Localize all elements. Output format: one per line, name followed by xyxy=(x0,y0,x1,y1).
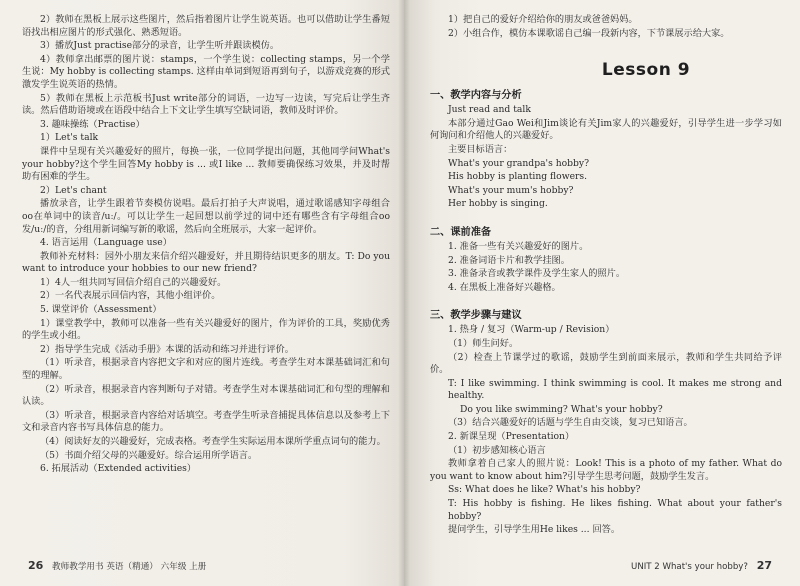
left-line: （4）阅读好友的兴趣爱好，完成表格。考查学生实际运用本课所学重点词句的能力。 xyxy=(40,436,386,447)
right-line: （2）检查上节课学过的歌谣，鼓励学生到前面来展示，教师和学生共同给予评价。 xyxy=(430,351,782,376)
left-line: （5）书面介绍父母的兴趣爱好。综合运用所学语言。 xyxy=(40,449,258,461)
left-heading: 5. 课堂评价（Assessment） xyxy=(40,304,162,316)
left-line: 1）课堂教学中，教师可以准备一些有关兴趣爱好的图片，作为评价的工具，奖励优秀的学生或小组。 xyxy=(22,317,390,342)
footer-book-title: 教师教学用书 英语（精通） 六年级 上册 xyxy=(52,562,207,572)
right-line: （3）结合兴趣爱好的话题与学生自由交谈，复习已知语言。 xyxy=(448,417,693,429)
right-line: Just read and talk xyxy=(448,104,531,116)
left-line: 2）指导学生完成《活动手册》本课的活动和练习并进行评价。 xyxy=(40,343,294,355)
right-line: 主要目标语言： xyxy=(448,143,513,155)
right-line: 教师拿着自己家人的照片说：Look! This is a photo of my father. What do you want to know about him?引导学生思考问题，鼓励学生发言。 xyxy=(430,458,782,482)
dialogue-line: Do you like swimming? What's your hobby? xyxy=(460,403,663,415)
left-line: 3）播放Just practise部分的录音，让学生听并跟读模仿。 xyxy=(40,40,280,52)
section-title: 三、教学步骤与建议 xyxy=(430,310,522,322)
left-line: 2）一名代表展示回信内容，其他小组评价。 xyxy=(40,290,221,302)
page-number: 26 xyxy=(28,559,44,572)
left-heading: 4. 语言运用（Language use） xyxy=(40,237,172,249)
right-line: 本部分通过Gao Wei和Jim谈论有关Jim家人的兴趣爱好，引导学生进一步学习如何询问和介绍他人的兴趣爱好。 xyxy=(430,117,782,142)
lesson-title: Lesson 9 xyxy=(601,60,691,81)
right-line: （1）师生问好。 xyxy=(448,337,519,349)
left-line: 1）4人一组共同写回信介绍自己的兴趣爱好。 xyxy=(40,276,227,288)
left-line: 播放录音，让学生跟着节奏模仿说唱。最后打拍子大声说唱，通过歌谣感知字母组合oo在单词中的读音/uː/。可以让学生一起回想以前学过的词中还有哪些含有字母组合oo发/uː/的音，分组用新词编写新的歌谣，然后向全班展示，大家一起评价。 xyxy=(22,198,390,235)
target-sentence: What's your mum's hobby? xyxy=(448,184,574,196)
left-line: 1）Let's talk xyxy=(40,132,99,144)
left-line: 4）教师拿出邮票的图片说：stamps，一个学生说：collecting stamps，另一个学生说：My hobby is collecting stamps. 这样由单词到短语再到句子，以游戏竞赛的形式激发学生说英语的热情。 xyxy=(22,53,390,90)
right-line: 2. 新课呈现（Presentation） xyxy=(448,431,575,443)
right-line: 4. 在黑板上准备好兴趣格。 xyxy=(448,281,561,293)
right-line: 1. 热身 / 复习（Warm-up / Revision） xyxy=(448,324,615,336)
section-title: 二、课前准备 xyxy=(430,226,492,238)
left-line: 5）教师在黑板上示范板书Just write部分的词语，一边写一边读，写完后让学生齐读。然后借助语境或在语段中结合上下文让学生填写空缺词语，教师及时评价。 xyxy=(22,92,390,117)
right-line: 1. 准备一些有关兴趣爱好的图片。 xyxy=(448,240,589,252)
right-line: 2. 准备词语卡片和教学挂图。 xyxy=(448,254,570,266)
left-line: 2）教师在黑板上展示这些图片，然后指着图片让学生说英语。也可以借助让学生番短语找出相应图片的形式强化、熟悉短语。 xyxy=(22,14,390,38)
footer-unit-title: UNIT 2 What's your hobby? xyxy=(631,562,748,572)
left-heading: 3. 趣味操练（Practise） xyxy=(40,118,145,130)
left-line: 课件中呈现有关兴趣爱好的照片，每换一张，一位同学提出问题，其他同学问What's your hobby?这个学生回答My hobby is ... 或I like ... 教师要确保练习效果，并及时帮助有困难的学生。 xyxy=(22,145,390,183)
section-title: 一、教学内容与分析 xyxy=(430,90,522,102)
right-line: 3. 准备录音或教学课件及学生家人的照片。 xyxy=(448,268,626,280)
target-sentence: His hobby is planting flowers. xyxy=(448,171,588,183)
dialogue-line: T: I like swimming. I think swimming is cool. It makes me strong and healthy. xyxy=(448,377,782,402)
right-line: 1）把自己的爱好介绍给你的朋友或爸爸妈妈。 xyxy=(448,14,638,25)
target-sentence: Her hobby is singing. xyxy=(448,198,548,210)
right-footer xyxy=(631,559,778,572)
right-line: （1）初步感知核心语言 xyxy=(448,444,546,456)
left-line: （2）听录音，根据录音内容判断句子对错。考查学生对本课基础词汇和句型的理解和认读。 xyxy=(22,383,390,408)
target-sentence: What's your grandpa's hobby? xyxy=(448,157,590,169)
left-line: 教师补充材料：园外小朋友来信介绍兴趣爱好，并且期待结识更多的朋友。T: Do you want to introduce your hobbies to our new friend? xyxy=(22,250,390,275)
right-line: 2）小组合作，模仿本课歌谣自己编一段新内容，下节课展示给大家。 xyxy=(448,27,730,39)
right-page xyxy=(404,0,800,586)
left-line: （1）听录音，根据录音内容把文字和对应的图片连线。考查学生对本课基础词汇和句型的理解。 xyxy=(22,357,390,382)
page-number: 27 xyxy=(756,559,772,572)
dialogue-line: T: His hobby is fishing. He likes fishing. What about your father's hobby? xyxy=(448,498,782,522)
right-line: 提问学生，引导学生用He likes ... 回答。 xyxy=(448,524,621,536)
left-footer xyxy=(22,559,206,572)
left-heading: 6. 拓展活动（Extended activities） xyxy=(40,463,197,475)
dialogue-line: Ss: What does he like? What's his hobby? xyxy=(448,484,641,496)
left-line: （3）听录音，根据录音内容给对话填空。考查学生听录音捕捉具体信息以及参考上下文和录音内容书写具体信息的能力。 xyxy=(22,409,390,434)
left-line: 2）Let's chant xyxy=(40,184,107,196)
